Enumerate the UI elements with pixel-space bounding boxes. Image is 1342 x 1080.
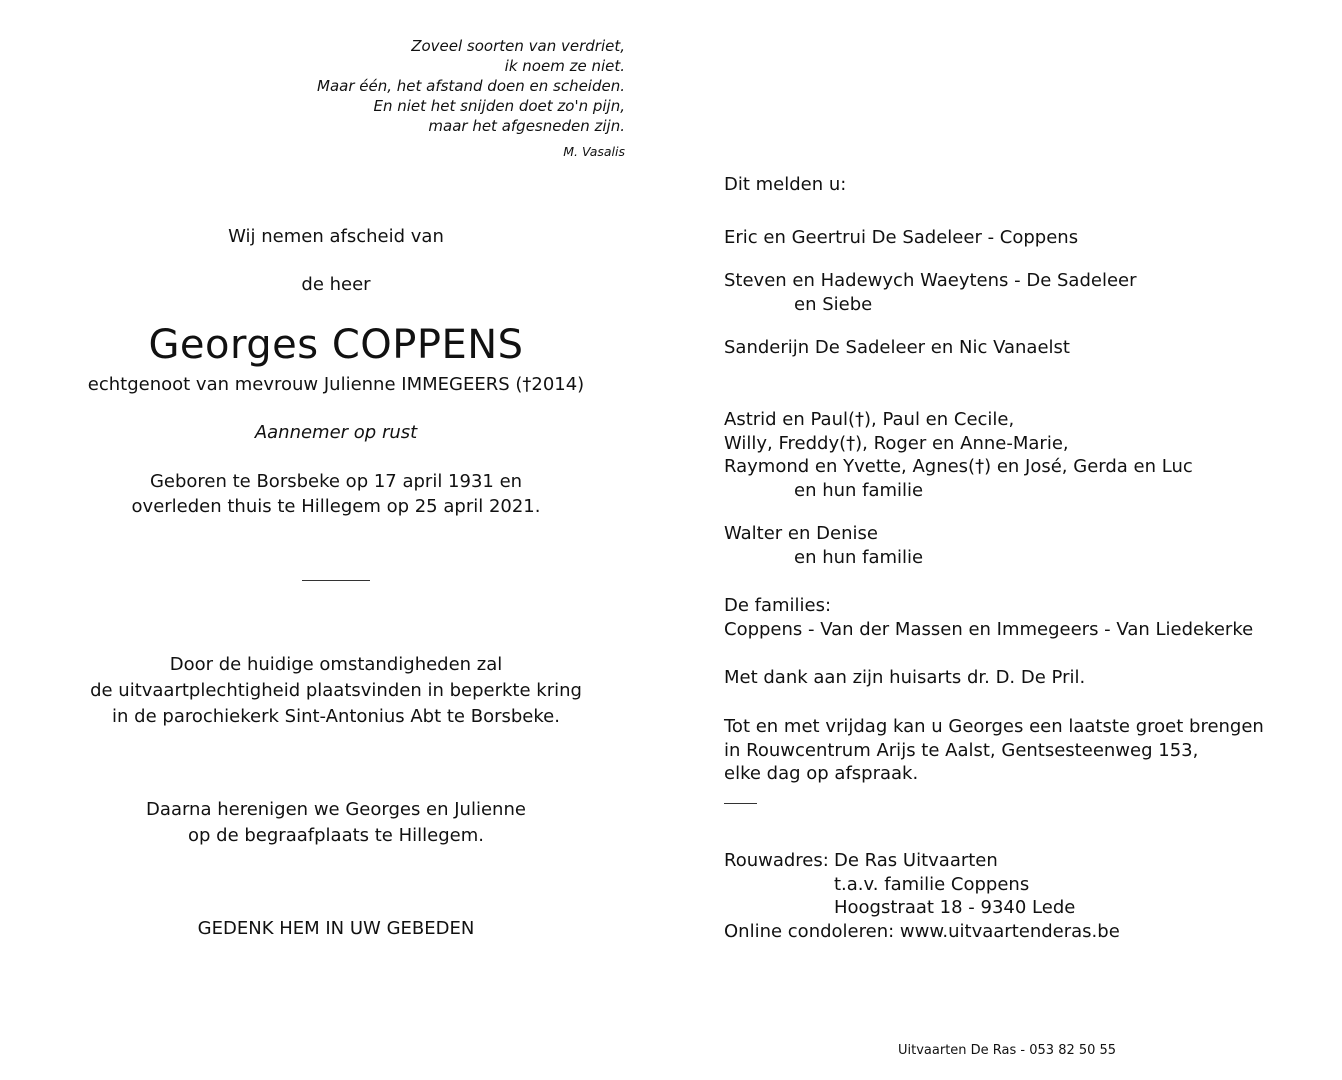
walter-line: Walter en Denise bbox=[724, 523, 878, 544]
burial-line: Daarna herenigen we Georges en Julienne bbox=[146, 799, 526, 820]
siblings-block bbox=[724, 408, 1193, 502]
honorific: de heer bbox=[301, 274, 371, 295]
visit-block bbox=[724, 715, 1264, 786]
siblings-line: Raymond en Yvette, Agnes(†) en José, Gerda en Luc bbox=[724, 456, 1193, 477]
mourning-address bbox=[724, 849, 1120, 943]
families-block bbox=[724, 594, 1253, 641]
poem-author: M. Vasalis bbox=[563, 144, 625, 159]
address-line: De Ras Uitvaarten bbox=[834, 850, 998, 871]
poem-line: ik noem ze niet. bbox=[504, 57, 625, 75]
death-line: overleden thuis te Hillegem op 25 april 2021. bbox=[131, 496, 541, 517]
poem bbox=[200, 36, 625, 136]
online-condolence: Online condoleren: www.uitvaartenderas.be bbox=[724, 920, 1120, 942]
family-line: Steven en Hadewych Waeytens - De Sadeleer bbox=[724, 270, 1137, 291]
ceremony-line: in de parochiekerk Sint-Antonius Abt te Borsbeke. bbox=[112, 706, 560, 727]
visit-line: in Rouwcentrum Arijs te Aalst, Gentsesteenweg 153, bbox=[724, 739, 1199, 761]
spouse-line: echtgenoot van mevrouw Julienne IMMEGEERS (†2014) bbox=[87, 374, 585, 395]
visit-line: elke dag op afspraak. bbox=[724, 763, 919, 784]
poem-line: maar het afgesneden zijn. bbox=[428, 117, 625, 135]
families-line: Coppens - Van der Massen en Immegeers - Van Liedekerke bbox=[724, 618, 1254, 640]
birth-death-dates bbox=[60, 469, 612, 519]
walter-subline: en hun familie bbox=[794, 546, 924, 568]
visit-line: Tot en met vrijdag kan u Georges een laatste groet brengen bbox=[724, 716, 1264, 737]
birth-line: Geboren te Borsbeke op 17 april 1931 en bbox=[149, 471, 523, 492]
address-line: t.a.v. familie Coppens bbox=[834, 873, 1030, 895]
family-line: Sanderijn De Sadeleer en Nic Vanaelst bbox=[724, 337, 1070, 358]
ceremony-line: de uitvaartplechtigheid plaatsvinden in beperkte kring bbox=[90, 680, 582, 701]
thanks-text: Met dank aan zijn huisarts dr. D. De Pril. bbox=[724, 667, 1086, 688]
deceased-name: Georges COPPENS bbox=[148, 322, 524, 368]
siblings-line: Willy, Freddy(†), Roger en Anne-Marie, bbox=[724, 432, 1069, 454]
announce-text: Dit melden u: bbox=[724, 174, 847, 195]
family-subline: en Siebe bbox=[794, 293, 873, 315]
poem-line: Zoveel soorten van verdriet, bbox=[411, 37, 625, 55]
prayer-text: GEDENK HEM IN UW GEBEDEN bbox=[197, 918, 475, 939]
address-line: Hoogstraat 18 - 9340 Lede bbox=[834, 897, 1076, 918]
short-separator bbox=[724, 803, 757, 804]
address-label: Rouwadres: bbox=[724, 850, 829, 871]
separator-line bbox=[302, 580, 370, 581]
family-line: Eric en Geertrui De Sadeleer - Coppens bbox=[724, 227, 1079, 248]
poem-line: En niet het snijden doet zo'n pijn, bbox=[373, 97, 625, 115]
ceremony-line: Door de huidige omstandigheden zal bbox=[169, 654, 503, 675]
occupation: Aannemer op rust bbox=[254, 422, 418, 443]
burial-line: op de begraafplaats te Hillegem. bbox=[188, 825, 484, 846]
families-label: De families: bbox=[724, 595, 832, 616]
intro-text: Wij nemen afscheid van bbox=[228, 226, 444, 247]
poem-line: Maar één, het afstand doen en scheiden. bbox=[317, 77, 625, 95]
siblings-line: Astrid en Paul(†), Paul en Cecile, bbox=[724, 409, 1015, 430]
siblings-subline: en hun familie bbox=[794, 479, 924, 501]
footer-text: Uitvaarten De Ras - 053 82 50 55 bbox=[898, 1043, 1117, 1058]
walter-block bbox=[724, 522, 923, 569]
family-block bbox=[724, 269, 1137, 316]
ceremony-text bbox=[60, 652, 612, 730]
burial-text bbox=[60, 797, 612, 849]
